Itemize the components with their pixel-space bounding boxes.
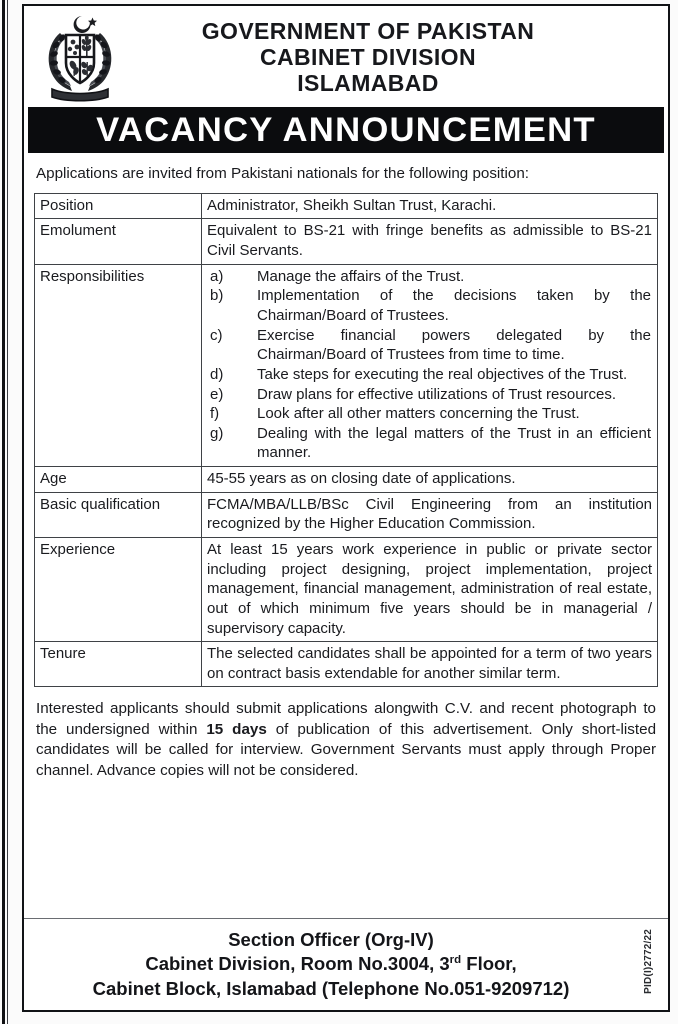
signature-block: [24, 919, 668, 1010]
signature-line-contact: Cabinet Block, Islamabad (Telephone No.051-9209712): [92, 978, 570, 1000]
banner-title: VACANCY ANNOUNCEMENT: [96, 111, 596, 149]
pakistan-state-emblem-icon: [32, 11, 128, 103]
pid-reference-code: PID(I)2772/22: [643, 929, 654, 994]
signature-line-officer: Section Officer (Org-IV): [228, 928, 434, 950]
list-item-marker: g): [210, 424, 224, 442]
row-value: 45-55 years as on closing date of applications.: [202, 467, 658, 493]
intro-paragraph: Applications are invited from Pakistani nationals for the following position:: [36, 165, 530, 182]
closing-deadline-highlight: 15 days: [206, 720, 267, 738]
row-value: Equivalent to BS-21 with fringe benefits as admissible to BS-21 Civil Servants.: [202, 219, 658, 264]
signature-address-post: Floor,: [461, 953, 517, 975]
org-line-city: ISLAMABAD: [297, 69, 439, 96]
table-row: [35, 538, 658, 642]
table-row: [35, 193, 658, 219]
table-row: [35, 264, 658, 466]
row-label: Responsibilities: [35, 264, 202, 466]
list-item-text: Manage the affairs of the Trust.: [257, 267, 465, 285]
list-item: [207, 326, 652, 365]
list-item-text: Draw plans for effective utilizations of Trust resources.: [257, 385, 617, 403]
list-item-marker: c): [210, 326, 223, 344]
responsibilities-list: [207, 267, 652, 463]
list-item-marker: f): [210, 405, 220, 423]
document-header: [24, 6, 668, 105]
page-left-rule: [2, 0, 5, 1024]
row-value: At least 15 years work experience in public or private sector including project designing, project implementation, project management, financial management, administration of real estate, out of which minimum five years should be in managerial / supervisory capacity.: [202, 538, 658, 642]
vacancy-announcement-banner: [28, 107, 664, 153]
list-item: [207, 424, 652, 463]
document-body: [24, 153, 668, 918]
row-value: FCMA/MBA/LLB/BSc Civil Engineering from an institution recognized by the Higher Education Commission.: [202, 492, 658, 537]
organization-titles: [134, 18, 660, 96]
table-row: [35, 492, 658, 537]
list-item-marker: e): [210, 385, 224, 403]
org-line-division: CABINET DIVISION: [260, 44, 476, 70]
row-label: Experience: [35, 538, 202, 642]
list-item-marker: b): [210, 287, 224, 305]
list-item-text: Look after all other matters concerning the Trust.: [257, 405, 580, 423]
page-left-rule-secondary: [7, 0, 8, 1024]
row-label: Tenure: [35, 642, 202, 687]
vacancy-details-table: [34, 193, 658, 688]
row-value: Administrator, Sheikh Sultan Trust, Karachi.: [202, 193, 658, 219]
row-value: The selected candidates shall be appointed for a term of two years on contract basis extendable for another similar term.: [202, 642, 658, 687]
list-item-marker: d): [210, 365, 224, 383]
closing-text-part-1: Interested applicants should submit applications alongwith C.V. and recent photograph to the undersigned within: [36, 700, 656, 738]
list-item-text: Take steps for executing the real objectives of the Trust.: [257, 365, 628, 383]
list-item-text: Exercise financial powers delegated by the Chairman/Board of Trustees from time to time.: [257, 326, 651, 364]
closing-paragraph: [34, 687, 658, 791]
closing-text-part-2: of publication of this advertisement. Only short-listed candidates will be called for interview. Government Servants must apply through Proper channel. Advance copies will not be considered.: [36, 720, 657, 779]
row-label: Emolument: [35, 219, 202, 264]
table-row: [35, 642, 658, 687]
signature-address-pre: Cabinet Division, Room No.3004, 3: [145, 953, 450, 975]
signature-line-address: [34, 952, 628, 977]
signature-ordinal-suffix: rd: [449, 954, 462, 967]
list-item-text: Dealing with the legal matters of the Trust in an efficient manner.: [257, 424, 651, 462]
list-item-marker: a): [210, 267, 224, 285]
list-item: [207, 365, 652, 385]
list-item-text: Implementation of the decisions taken by the Chairman/Board of Trustees.: [257, 287, 651, 324]
list-item: [207, 286, 652, 325]
list-item: [207, 267, 652, 287]
row-label: Age: [35, 467, 202, 493]
org-line-government: GOVERNMENT OF PAKISTAN: [201, 18, 535, 45]
list-item: [207, 404, 652, 424]
table-row: [35, 219, 658, 264]
row-label: Basic qualification: [35, 492, 202, 537]
row-value-responsibilities: [202, 264, 658, 466]
advert-box: [22, 4, 670, 1012]
list-item: [207, 385, 652, 405]
table-row: [35, 467, 658, 493]
row-label: Position: [35, 193, 202, 219]
